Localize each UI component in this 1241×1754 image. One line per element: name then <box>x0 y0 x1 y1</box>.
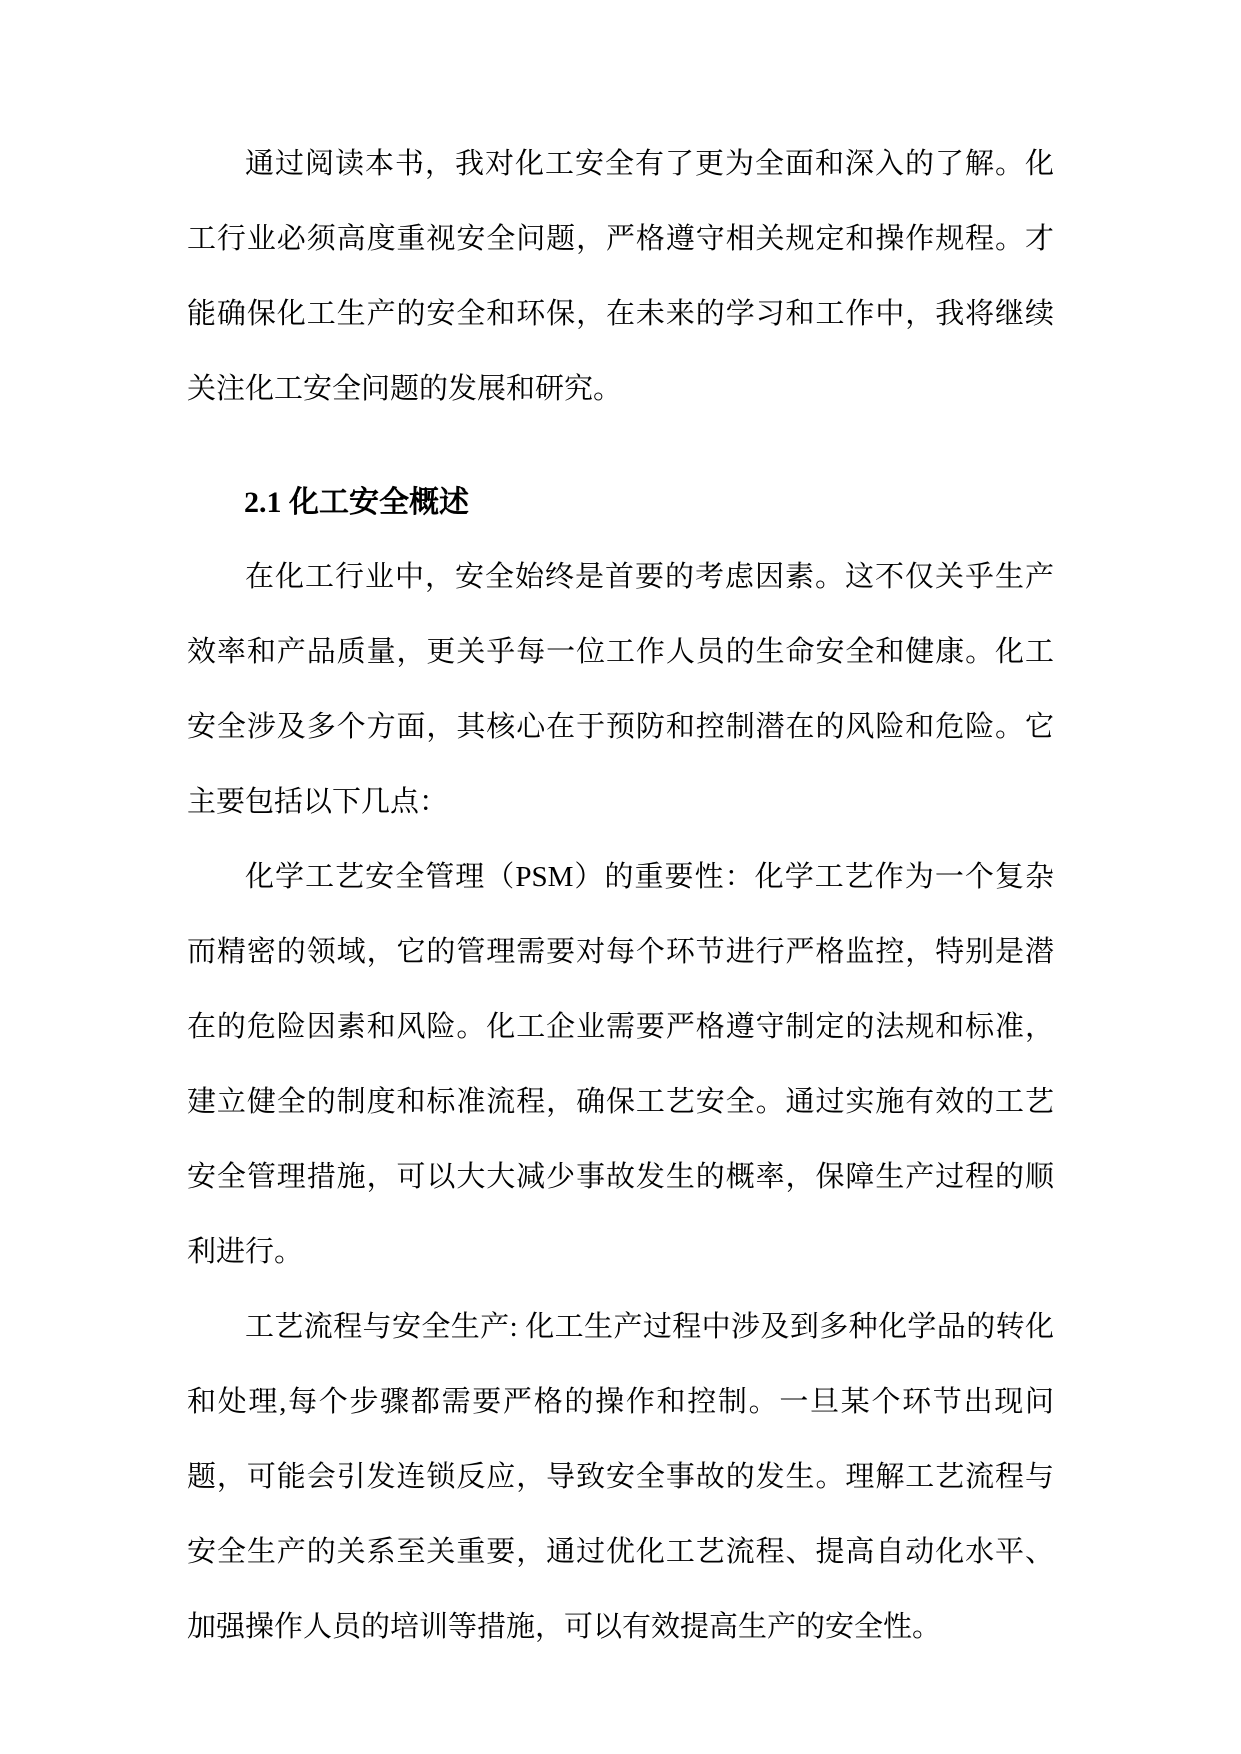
paragraph-psm-importance: 化学工艺安全管理（PSM）的重要性：化学工艺作为一个复杂而精密的领域，它的管理需要对每个环节进行严格监控，特别是潜在的危险因素和风险。化工企业需要严格遵守制定的法规和标准，建立健全的制度和标准流程，确保工艺安全。通过实施有效的工艺安全管理措施，可以大大减少事故发生的概率，保障生产过程的顺利进行。 <box>187 861 1054 1268</box>
paragraph-safety-overview: 在化工行业中，安全始终是首要的考虑因素。这不仅关乎生产效率和产品质量，更关乎每一位工作人员的生命安全和健康。化工安全涉及多个方面，其核心在于预防和控制潜在的风险和危险。它主要包括以下几点： <box>187 561 1054 818</box>
paragraph-process-safety: 工艺流程与安全生产: 化工生产过程中涉及到多种化学品的转化和处理,每个步骤都需要严格的操作和控制。一旦某个环节出现问题，可能会引发连锁反应，导致安全事故的发生。理解工艺流程与安全生产的关系至关重要，通过优化工艺流程、提高自动化水平、加强操作人员的培训等措施，可以有效提高生产的安全性。 <box>187 1311 1054 1643</box>
paragraph-reading-reflection: 通过阅读本书，我对化工安全有了更为全面和深入的了解。化工行业必须高度重视安全问题，严格遵守相关规定和操作规程。才能确保化工生产的安全和环保，在未来的学习和工作中，我将继续关注化工安全问题的发展和研究。 <box>187 148 1054 405</box>
section-heading-2-1: 2.1 化工安全概述 <box>244 486 469 519</box>
